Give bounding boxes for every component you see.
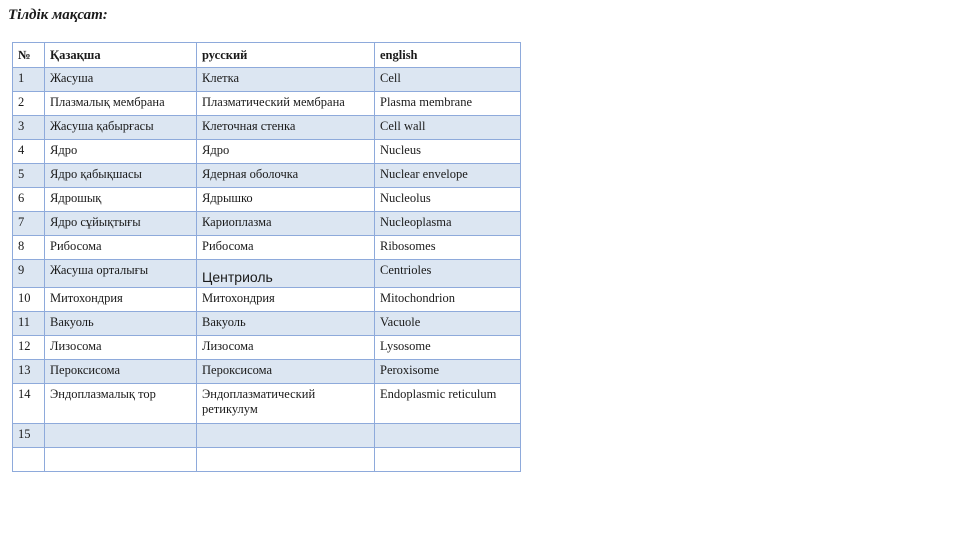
row-number: 10 (13, 288, 45, 312)
header-russian: русский (197, 43, 375, 68)
table-header-row (13, 43, 521, 68)
table-row (13, 288, 521, 312)
table-row (13, 448, 521, 472)
kazakh-term: Ядрошық (45, 188, 197, 212)
header-kazakh: Қазақша (45, 43, 197, 68)
table-row (13, 188, 521, 212)
russian-term (197, 448, 375, 472)
russian-term: Ядро (197, 140, 375, 164)
row-number: 9 (13, 260, 45, 288)
kazakh-term: Ядро сұйықтығы (45, 212, 197, 236)
row-number: 12 (13, 336, 45, 360)
kazakh-term: Жасуша (45, 68, 197, 92)
table-row (13, 164, 521, 188)
kazakh-term: Вакуоль (45, 312, 197, 336)
kazakh-term (45, 448, 197, 472)
english-term: Cell (375, 68, 521, 92)
kazakh-term (45, 424, 197, 448)
row-number: 3 (13, 116, 45, 140)
russian-term: Клеточная стенка (197, 116, 375, 140)
table-row (13, 360, 521, 384)
english-term: Endoplasmic reticulum (375, 384, 521, 424)
row-number: 2 (13, 92, 45, 116)
row-number: 4 (13, 140, 45, 164)
kazakh-term: Плазмалық мембрана (45, 92, 197, 116)
russian-term: Плазматический мембрана (197, 92, 375, 116)
table-row (13, 260, 521, 288)
russian-term: Рибосома (197, 236, 375, 260)
kazakh-term: Эндоплазмалық тор (45, 384, 197, 424)
table-row (13, 336, 521, 360)
row-number: 7 (13, 212, 45, 236)
english-term: Lysosome (375, 336, 521, 360)
row-number (13, 448, 45, 472)
header-english: english (375, 43, 521, 68)
row-number: 8 (13, 236, 45, 260)
english-term (375, 448, 521, 472)
table-row (13, 236, 521, 260)
table-row (13, 424, 521, 448)
kazakh-term: Лизосома (45, 336, 197, 360)
english-term: Mitochondrion (375, 288, 521, 312)
kazakh-term: Ядро (45, 140, 197, 164)
english-term: Nuclear envelope (375, 164, 521, 188)
table-row (13, 312, 521, 336)
kazakh-term: Рибосома (45, 236, 197, 260)
russian-term: Вакуоль (197, 312, 375, 336)
russian-term: Лизосома (197, 336, 375, 360)
russian-term: Ядрышко (197, 188, 375, 212)
russian-term: Клетка (197, 68, 375, 92)
page-title: Тілдік мақсат: (8, 7, 108, 23)
kazakh-term: Пероксисома (45, 360, 197, 384)
english-term: Plasma membrane (375, 92, 521, 116)
table-row (13, 384, 521, 424)
row-number: 14 (13, 384, 45, 424)
russian-term (197, 424, 375, 448)
table-row (13, 68, 521, 92)
russian-term: Кариоплазма (197, 212, 375, 236)
english-term: Peroxisome (375, 360, 521, 384)
row-number: 11 (13, 312, 45, 336)
table-row (13, 212, 521, 236)
russian-term: Эндоплазматический ретикулум (197, 384, 375, 424)
table-row (13, 140, 521, 164)
row-number: 13 (13, 360, 45, 384)
russian-term: Ядерная оболочка (197, 164, 375, 188)
english-term: Ribosomes (375, 236, 521, 260)
english-term: Nucleoplasma (375, 212, 521, 236)
kazakh-term: Жасуша орталығы (45, 260, 197, 288)
kazakh-term: Митохондрия (45, 288, 197, 312)
russian-term: Митохондрия (197, 288, 375, 312)
english-term: Centrioles (375, 260, 521, 288)
english-term: Nucleus (375, 140, 521, 164)
kazakh-term: Жасуша қабырғасы (45, 116, 197, 140)
row-number: 5 (13, 164, 45, 188)
row-number: 1 (13, 68, 45, 92)
table-row (13, 92, 521, 116)
row-number: 15 (13, 424, 45, 448)
english-term: Cell wall (375, 116, 521, 140)
table-row (13, 116, 521, 140)
english-term (375, 424, 521, 448)
english-term: Vacuole (375, 312, 521, 336)
header-number: № (13, 43, 45, 68)
russian-term: Центриоль (197, 260, 375, 288)
vocabulary-table (12, 42, 521, 472)
kazakh-term: Ядро қабықшасы (45, 164, 197, 188)
row-number: 6 (13, 188, 45, 212)
russian-term: Пероксисома (197, 360, 375, 384)
english-term: Nucleolus (375, 188, 521, 212)
